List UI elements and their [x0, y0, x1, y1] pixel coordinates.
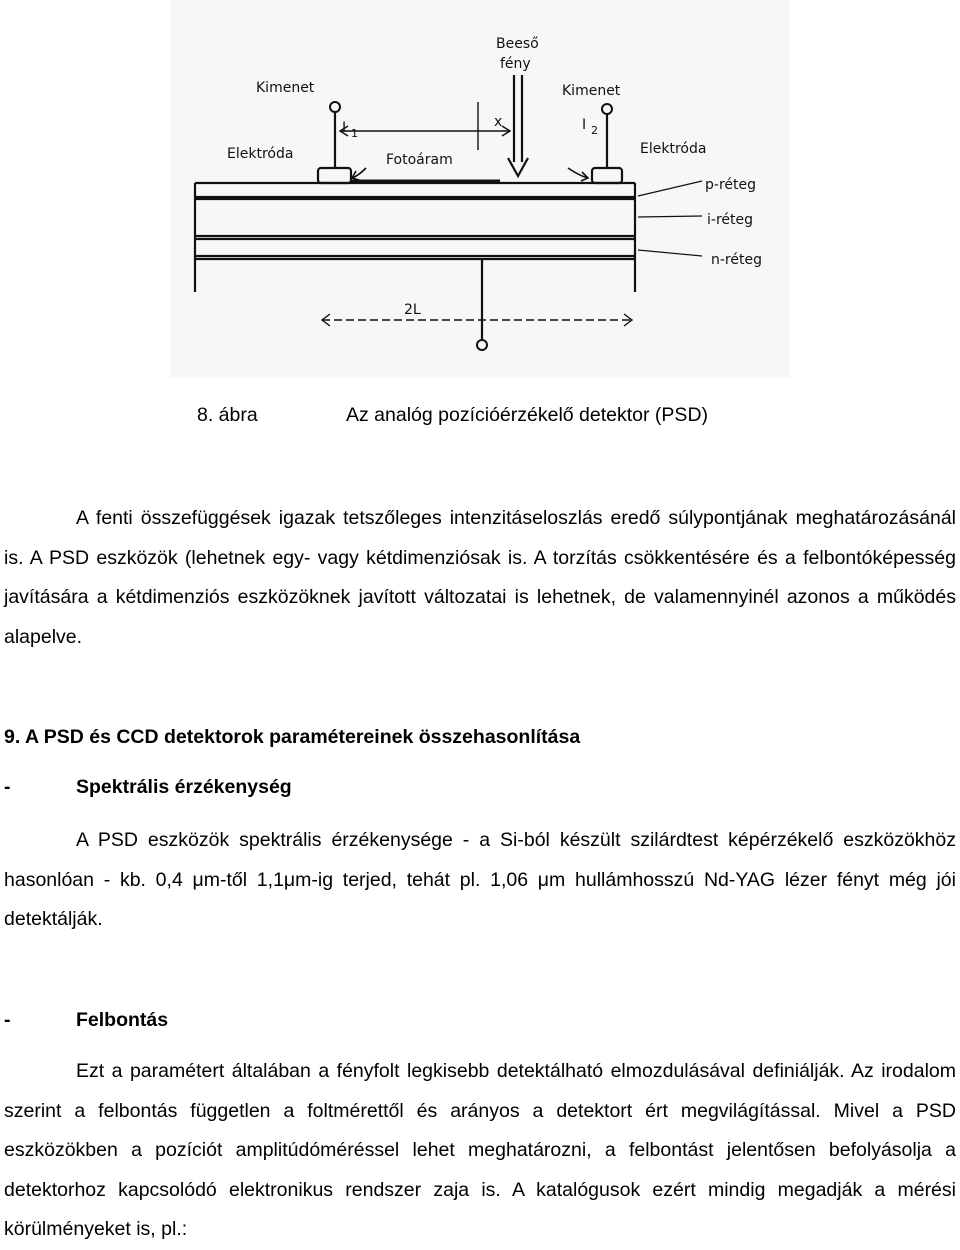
- paragraph-spectral: A PSD eszközök spektrális érzékenysége - a Si-ból készült szilárdtest képérzékelő eszközökhöz hasonlóan - kb. 0,4 μm-től 1,1μm-ig terjed, tehát pl. 1,06 μm hullámhosszú Nd-YAG lézer fényt még jói detektálják.: [4, 829, 956, 930]
- label-p-layer: p-réteg: [705, 177, 756, 193]
- figure-caption: [0, 404, 960, 430]
- section-heading: 9. A PSD és CCD detektorok paramétereinek összehasonlítása: [4, 726, 581, 748]
- label-i2-sub: 2: [591, 124, 598, 137]
- label-incident-light: Beeső: [496, 36, 539, 52]
- psd-diagram-drawing: [170, 0, 790, 378]
- subheading-spectral-sensitivity: [4, 776, 292, 799]
- label-n-layer: n-réteg: [711, 252, 762, 268]
- label-electrode-right: Elektróda: [640, 141, 707, 157]
- label-photocurrent: Fotoáram: [386, 152, 453, 168]
- figure-number: 8. ábra: [197, 404, 258, 426]
- paragraph-intro: A fenti összefüggések igazak tetszőleges intenzitáseloszlás eredő súlypontjának meghatározásánál is. A PSD eszközök (lehetnek egy- vagy kétdimenziósak is. A torzítás csökkentésére és a felbontóképesség javítására a kétdimenziós eszközöknek javított változatai is lehetnek, de valamennyinél azonos a működés alapelve.: [4, 507, 956, 648]
- subheading-dash: -: [4, 1009, 11, 1031]
- subheading-resolution: [4, 1009, 168, 1032]
- label-length: 2L: [404, 302, 421, 318]
- subheading-title: Felbontás: [76, 1009, 169, 1031]
- label-incident-light-2: fény: [500, 56, 531, 72]
- label-x: x: [494, 114, 503, 130]
- label-i-layer: i-réteg: [707, 212, 753, 228]
- label-output-left: Kimenet: [256, 80, 315, 96]
- label-electrode-left: Elektróda: [227, 146, 294, 162]
- label-i1-sub: 1: [351, 127, 358, 140]
- subheading-title: Spektrális érzékenység: [76, 776, 292, 798]
- subheading-dash: -: [4, 776, 11, 798]
- psd-diagram: [170, 0, 790, 378]
- paragraph-resolution: Ezt a paramétert általában a fényfolt legkisebb detektálható elmozdulásával definiálják. Az irodalom szerint a felbontás független a foltmérettől és arányos a detektort ért megvilágítással. Mivel a PSD eszközökben a pozíciót amplitúdóméréssel lehet meghatározni, a felbontást jelentősen befolyásolja a detektorhoz kapcsolódó elektronikus rendszer zaja is. A katalógusok ezért mindig megadják a mérési körülményeket is, pl.:: [4, 1060, 956, 1240]
- figure-title: Az analóg pozícióérzékelő detektor (PSD): [346, 404, 709, 426]
- label-i1: I: [342, 120, 347, 136]
- label-i2: I: [582, 117, 587, 133]
- label-output-right: Kimenet: [562, 83, 621, 99]
